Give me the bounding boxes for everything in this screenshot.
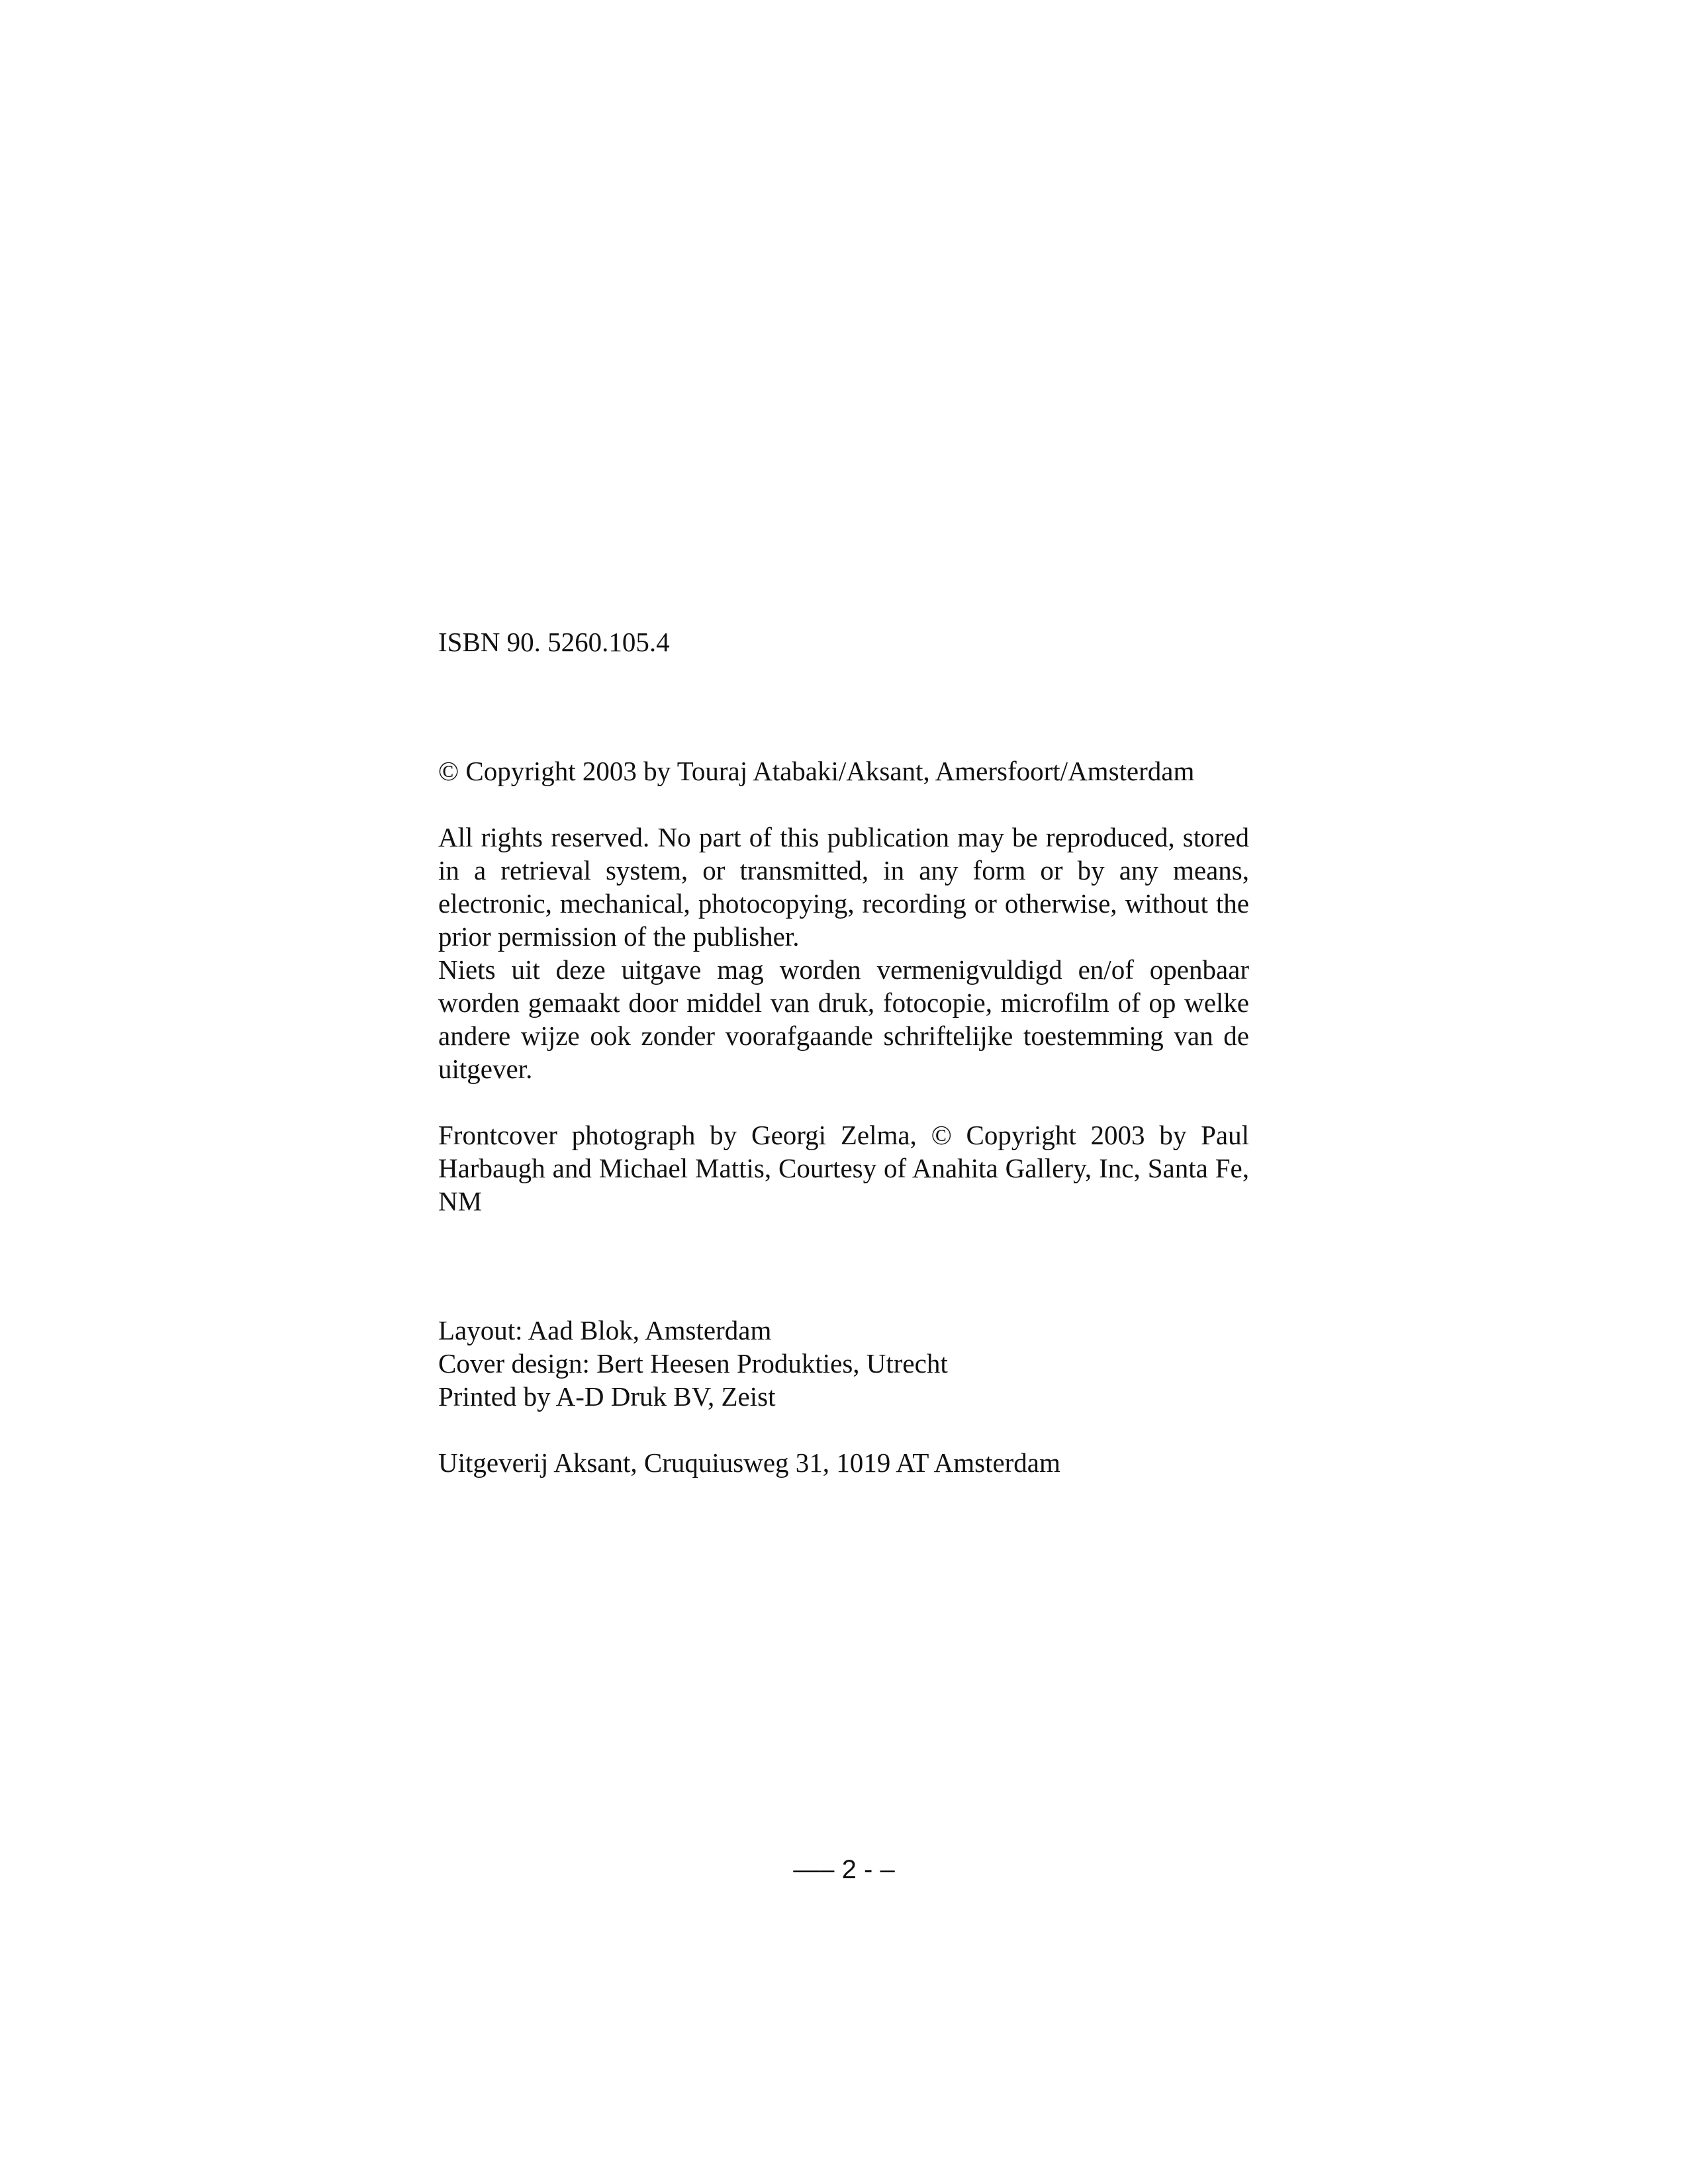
copyright-notice: © Copyright 2003 by Touraj Atabaki/Aksant, Amersfoort/Amsterdam	[438, 756, 1195, 786]
rights-notice-dutch: Niets uit deze uitgave mag worden vermenigvuldigd en/of openbaar worden gemaakt door middel van druk, fotocopie, microfilm of op welke andere wijze ook zonder voorafgaande schriftelijke toestemming van de uitgever.	[438, 954, 1249, 1084]
page-number: —– 2 - –	[793, 1855, 895, 1884]
printer-credit: Printed by A-D Druk BV, Zeist	[438, 1381, 776, 1412]
layout-credit: Layout: Aad Blok, Amsterdam	[438, 1315, 772, 1345]
isbn: ISBN 90. 5260.105.4	[438, 627, 670, 657]
rights-notice-english: All rights reserved. No part of this publication may be reproduced, stored in a retrieval system, or transmitted, in any form or by any means, electronic, mechanical, photocopying, recording or otherwise, without the prior permission of the publisher.	[438, 822, 1249, 952]
cover-photo-credit: Frontcover photograph by Georgi Zelma, © Copyright 2003 by Paul Harbaugh and Michael Mattis, Courtesy of Anahita Gallery, Inc, Santa Fe, NM	[438, 1120, 1249, 1216]
cover-design-credit: Cover design: Bert Heesen Produkties, Utrecht	[438, 1348, 948, 1379]
publisher-address: Uitgeverij Aksant, Cruquiusweg 31, 1019 AT Amsterdam	[438, 1447, 1060, 1478]
production-credits	[438, 1314, 1249, 1413]
